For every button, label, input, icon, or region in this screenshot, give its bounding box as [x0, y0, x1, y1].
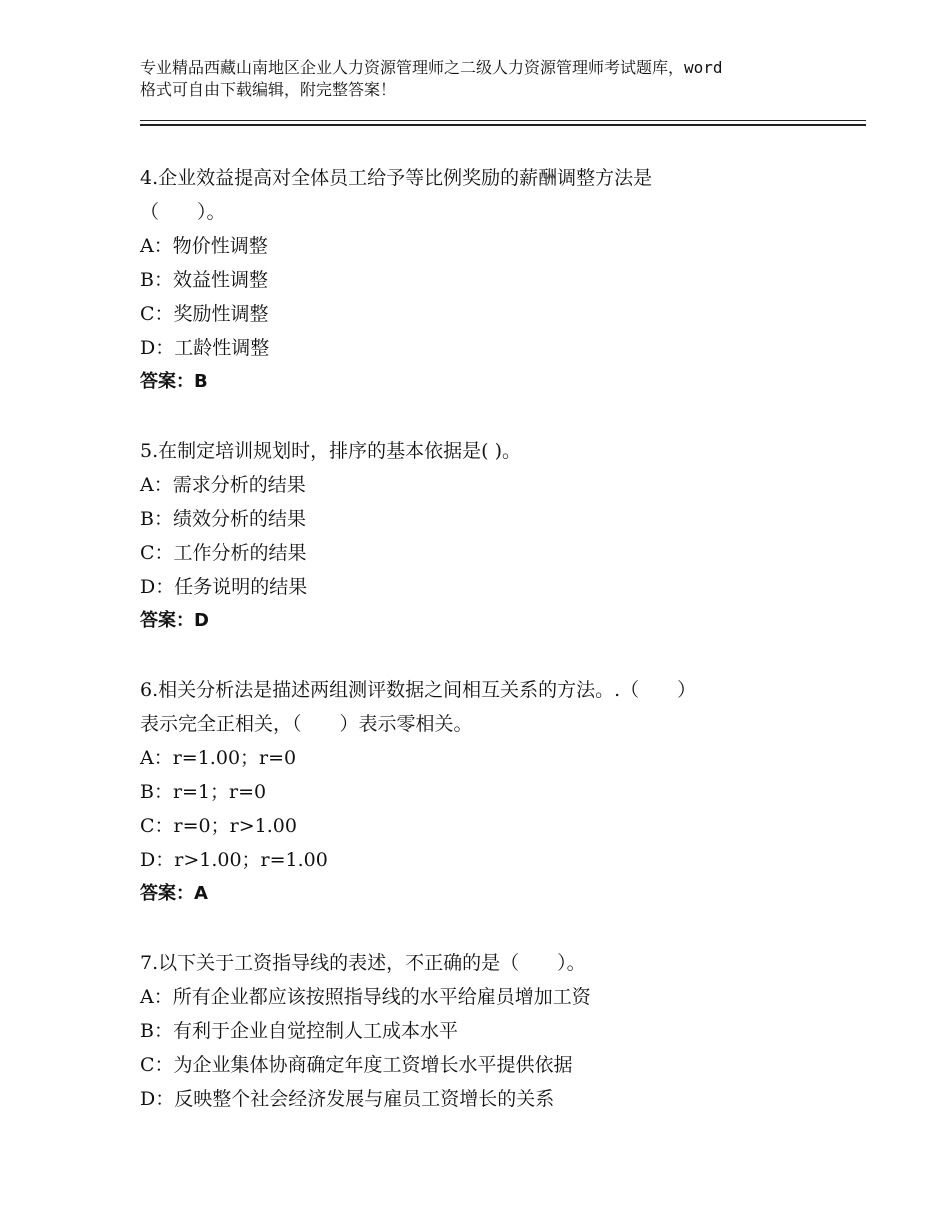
question-4: [140, 161, 860, 399]
option-b: B：有利于企业自觉控制人工成本水平: [140, 1020, 458, 1042]
option-b: B：r=1；r=0: [140, 781, 267, 803]
question-stem-line: 6.相关分析法是描述两组测评数据之间相互关系的方法。.（ ）: [140, 679, 697, 701]
option-a: A：r=1.00；r=0: [140, 747, 297, 769]
option-b: B：绩效分析的结果: [140, 508, 306, 530]
question-stem-line: 7.以下关于工资指导线的表述，不正确的是（ ）。: [140, 952, 586, 974]
option-d: D：r>1.00；r=1.00: [140, 849, 328, 871]
option-b: B：效益性调整: [140, 269, 268, 291]
option-c: C：奖励性调整: [140, 303, 269, 325]
header-divider-thin: [140, 120, 866, 121]
question-6: [140, 673, 860, 911]
document-header: [140, 57, 840, 101]
question-7: [140, 946, 860, 1116]
question-stem-line: 4.企业效益提高对全体员工给予等比例奖励的薪酬调整方法是: [140, 167, 653, 189]
answer-label: 答案：B: [140, 371, 208, 392]
option-a: A：所有企业都应该按照指导线的水平给雇员增加工资: [140, 986, 591, 1008]
header-line-1: 专业精品西藏山南地区企业人力资源管理师之二级人力资源管理师考试题库，word: [140, 58, 723, 77]
option-c: C：为企业集体协商确定年度工资增长水平提供依据: [140, 1054, 573, 1076]
option-a: A：需求分析的结果: [140, 474, 306, 496]
option-d: D：工龄性调整: [140, 337, 270, 359]
question-stem-line: 5.在制定培训规划时，排序的基本依据是( )。: [140, 440, 521, 462]
answer-label: 答案：D: [140, 610, 209, 631]
header-divider-thick: [140, 124, 866, 126]
header-line-2: 格式可自由下载编辑，附完整答案！: [140, 80, 397, 99]
option-d: D：反映整个社会经济发展与雇员工资增长的关系: [140, 1088, 555, 1110]
option-a: A：物价性调整: [140, 235, 268, 257]
option-c: C：r=0；r>1.00: [140, 815, 297, 837]
question-stem-line: 表示完全正相关，（ ）表示零相关。: [140, 713, 473, 735]
question-5: [140, 434, 860, 638]
question-stem-line: （ ）。: [140, 201, 226, 223]
option-c: C：工作分析的结果: [140, 542, 307, 564]
option-d: D：任务说明的结果: [140, 576, 308, 598]
answer-label: 答案：A: [140, 883, 208, 904]
